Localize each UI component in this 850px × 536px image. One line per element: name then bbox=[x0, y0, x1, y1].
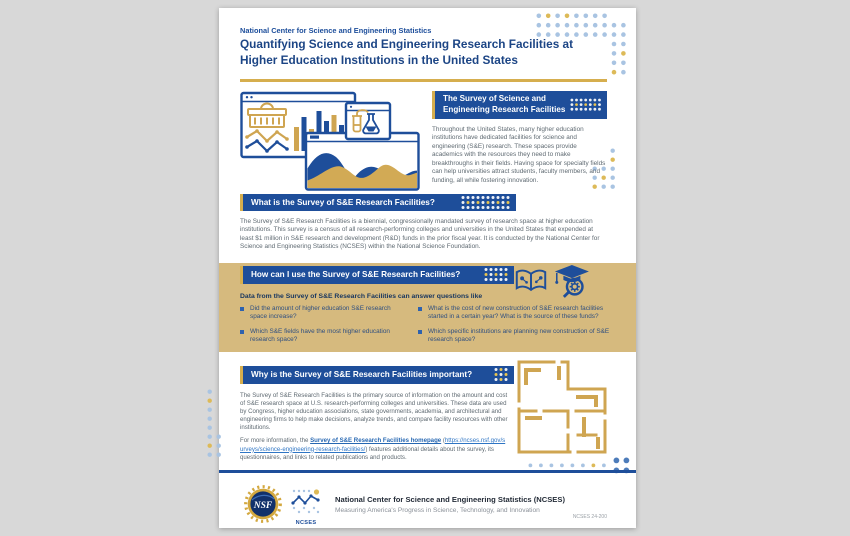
section-header-text: What is the Survey of S&E Research Facilities? bbox=[251, 197, 435, 207]
section-header-text: How can I use the Survey of S&E Research Facilities? bbox=[251, 270, 461, 280]
charts-illustration-icon bbox=[240, 91, 420, 191]
why-more-info bbox=[240, 437, 508, 461]
how-question-list bbox=[240, 305, 610, 345]
bullet-square-icon bbox=[240, 307, 244, 311]
infographic-page bbox=[219, 8, 636, 528]
survey-homepage-link[interactable]: Survey of S&E Research Facilities homepage bbox=[310, 437, 442, 445]
header-dot-pattern bbox=[461, 195, 511, 210]
page-title: Quantifying Science and Engineering Research Facilities at Higher Education Institutions in the United States bbox=[240, 37, 574, 68]
dot-pattern-left-edge bbox=[207, 389, 225, 461]
bullet-square-icon bbox=[418, 307, 422, 311]
why-body: The Survey of S&E Research Facilities is the primary source of information on the amount and cost of S&E research space at U.S. research-performing colleges and universities. These data are used by Congress, higher education associations, state governments, academia, and architectural and engineering firms to help make decisions, analyze trends, and compare facility resources with other institutions. bbox=[240, 392, 508, 432]
question-text: What is the cost of new construction of S&E research facilities started in a certain year? What is the source of these funds? bbox=[428, 305, 604, 321]
list-item bbox=[240, 328, 406, 345]
open-book-molecules-icon bbox=[515, 267, 547, 295]
section-header-why bbox=[240, 366, 514, 384]
section-header-overview bbox=[432, 91, 607, 119]
section-header-how bbox=[240, 266, 514, 284]
bullet-square-icon bbox=[418, 330, 422, 334]
section-header-text: Why is the Survey of S&E Research Facilities important? bbox=[251, 370, 473, 380]
why-body-column bbox=[240, 392, 508, 462]
list-item bbox=[418, 305, 610, 322]
more-info-prefix: For more information, the bbox=[240, 437, 311, 445]
list-item bbox=[240, 305, 406, 322]
ncses-logo bbox=[291, 488, 321, 526]
section-how-band bbox=[219, 263, 636, 352]
agency-eyebrow: National Center for Science and Engineering Statistics bbox=[240, 26, 432, 35]
footer-org-name: National Center for Science and Engineering Statistics (NCSES) bbox=[335, 495, 565, 504]
overview-body: Throughout the United States, many higher education institutions have dedicated facilities for science and engineering (S&E) research. These spaces provide academics with the resources they need to make breakthroughs in their fields. Having space for specialty fields can help universities attract students, faculty members, and funding, all while fostering innovation. bbox=[432, 125, 606, 184]
header-dot-pattern bbox=[484, 268, 509, 283]
header-dot-pattern bbox=[570, 98, 602, 112]
survey-homepage-url[interactable]: https://ncses.nsf.gov/surveys/science-engineering-research-facilities/ bbox=[240, 437, 506, 453]
dot-pattern-bottom-right-square bbox=[613, 457, 633, 477]
title-divider bbox=[240, 79, 607, 82]
footer-tagline: Measuring America's Progress in Science, Technology, and Innovation bbox=[335, 506, 540, 514]
nsf-logo bbox=[243, 484, 283, 524]
what-body: The Survey of S&E Research Facilities is a biennial, congressionally mandated survey of research space at higher education institutions. This survey is a census of all research-performing colleges and universities in the United States that expended at least $1 million in S&E research and development (R&D) funds in the prior fiscal year. It is conducted by the National Center for Science and Engineering Statistics (NCSES) within the National Science Foundation. bbox=[240, 218, 600, 251]
more-info-suffix: ) features additional details about the survey, its questionnaires, and links to related publications and products. bbox=[240, 445, 494, 461]
list-item bbox=[418, 328, 610, 345]
footer-divider bbox=[219, 470, 636, 473]
section-header-text: Engineering Research Facilities bbox=[443, 104, 566, 114]
footer-text-block bbox=[335, 495, 607, 514]
ncses-logo-label: NCSES bbox=[295, 520, 317, 526]
more-info-paren: ( bbox=[441, 437, 445, 445]
how-intro: Data from the Survey of S&E Research Facilities can answer questions like bbox=[240, 293, 483, 300]
graduation-cap-magnifier-icon bbox=[549, 264, 591, 298]
svg-text:NSF: NSF bbox=[253, 500, 273, 511]
section-header-text: The Survey of Science and bbox=[443, 94, 547, 103]
section-header-what bbox=[240, 194, 516, 211]
bullet-square-icon bbox=[240, 330, 244, 334]
section-overview bbox=[240, 91, 607, 191]
question-text: Which S&E fields have the most higher education research space? bbox=[250, 327, 390, 344]
header-dot-pattern bbox=[494, 368, 509, 383]
floor-plan-illustration bbox=[516, 359, 608, 456]
question-text: Did the amount of higher education S&E research space increase? bbox=[250, 305, 391, 321]
document-number: NCSES 24-200 bbox=[572, 514, 607, 520]
question-text: Which specific institutions are planning new construction of S&E research space? bbox=[428, 327, 610, 344]
